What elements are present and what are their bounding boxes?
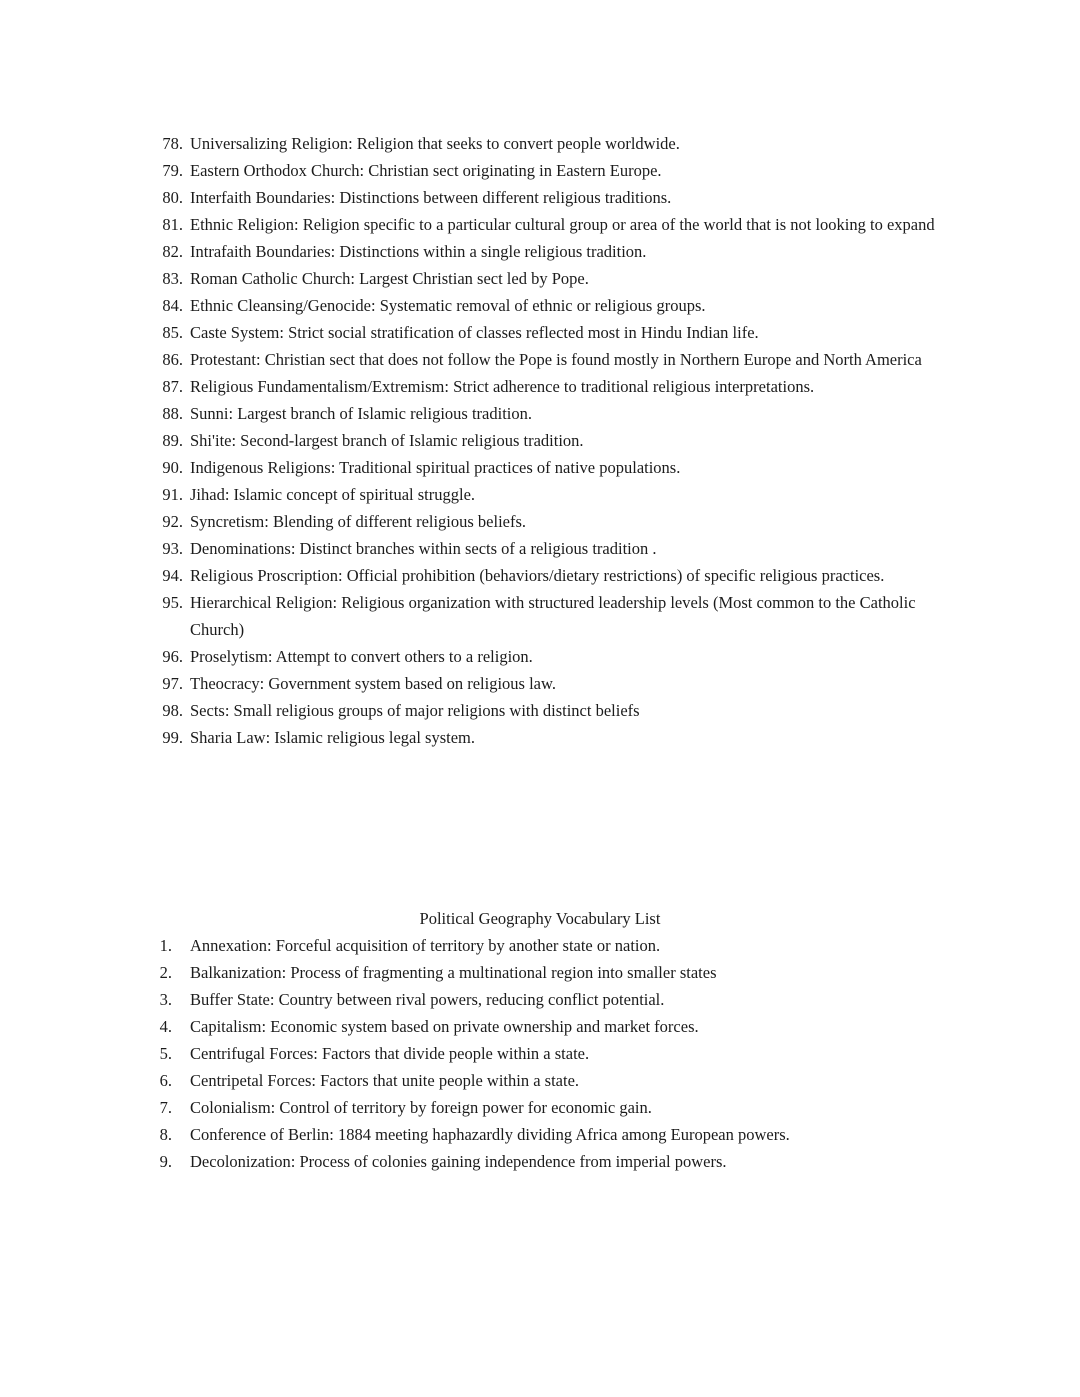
list-item	[145, 562, 1080, 589]
item-text: Capitalism: Economic system based on private ownership and market forces.	[190, 1017, 699, 1036]
item-number: 7.	[159, 1098, 172, 1117]
item-number: 91.	[162, 485, 183, 504]
list-item	[145, 589, 1080, 643]
list-item	[145, 238, 1080, 265]
list-item	[145, 670, 1080, 697]
item-number: 86.	[162, 350, 183, 369]
item-number: 81.	[162, 215, 183, 234]
item-number: 97.	[162, 674, 183, 693]
item-text: Syncretism: Blending of different religious beliefs.	[190, 512, 527, 531]
item-number: 93.	[162, 539, 183, 558]
item-text: Interfaith Boundaries: Distinctions between different religious traditions.	[190, 188, 672, 207]
list-item	[145, 986, 1080, 1013]
item-number: 79.	[162, 161, 183, 180]
political-geography-title: Political Geography Vocabulary List	[419, 909, 661, 928]
item-text: Ethnic Cleansing/Genocide: Systematic removal of ethnic or religious groups.	[190, 296, 706, 315]
list-item	[145, 481, 1080, 508]
list-item	[145, 184, 1080, 211]
item-number: 82.	[162, 242, 183, 261]
item-text: Buffer State: Country between rival powers, reducing conflict potential.	[190, 990, 665, 1009]
item-text: Intrafaith Boundaries: Distinctions within a single religious tradition.	[190, 242, 647, 261]
item-number: 78.	[162, 134, 183, 153]
item-text: Sects: Small religious groups of major religions with distinct beliefs	[190, 701, 640, 720]
list-item	[145, 211, 1080, 238]
item-number: 96.	[162, 647, 183, 666]
list-item	[145, 346, 1080, 373]
item-text: Jihad: Islamic concept of spiritual struggle.	[190, 485, 476, 504]
item-number: 90.	[162, 458, 183, 477]
list-item	[145, 265, 1080, 292]
item-number: 83.	[162, 269, 183, 288]
item-text: Conference of Berlin: 1884 meeting haphazardly dividing Africa among European powers.	[190, 1125, 790, 1144]
item-text: Centripetal Forces: Factors that unite people within a state.	[190, 1071, 580, 1090]
list-item	[145, 697, 1080, 724]
item-text: Sunni: Largest branch of Islamic religious tradition.	[190, 404, 532, 423]
list-item	[145, 508, 1080, 535]
item-text: Hierarchical Religion: Religious organization with structured leadership levels (Most common to the Catholic Church)	[190, 593, 916, 639]
list-item	[145, 643, 1080, 670]
item-text: Protestant: Christian sect that does not follow the Pope is found mostly in Northern Europe and North America	[190, 350, 922, 369]
item-text: Religious Fundamentalism/Extremism: Strict adherence to traditional religious interpretations.	[190, 377, 815, 396]
item-number: 9.	[159, 1152, 172, 1171]
list-item	[145, 1040, 1080, 1067]
list-item	[145, 130, 1080, 157]
list-item	[145, 319, 1080, 346]
list-item	[145, 400, 1080, 427]
item-number: 89.	[162, 431, 183, 450]
item-number: 4.	[159, 1017, 172, 1036]
item-text: Proselytism: Attempt to convert others to a religion.	[190, 647, 533, 666]
item-text: Ethnic Religion: Religion specific to a particular cultural group or area of the world that is not looking to expand	[190, 215, 935, 234]
list-item	[145, 292, 1080, 319]
item-number: 85.	[162, 323, 183, 342]
item-number: 5.	[159, 1044, 172, 1063]
list-item	[145, 535, 1080, 562]
item-number: 1.	[159, 936, 172, 955]
list-item	[145, 1013, 1080, 1040]
item-number: 84.	[162, 296, 183, 315]
list-item	[145, 427, 1080, 454]
item-text: Colonialism: Control of territory by foreign power for economic gain.	[190, 1098, 652, 1117]
item-text: Roman Catholic Church: Largest Christian sect led by Pope.	[190, 269, 589, 288]
item-number: 92.	[162, 512, 183, 531]
list-item	[145, 1067, 1080, 1094]
list-item	[145, 932, 1080, 959]
item-text: Decolonization: Process of colonies gaining independence from imperial powers.	[190, 1152, 727, 1171]
item-number: 87.	[162, 377, 183, 396]
item-number: 94.	[162, 566, 183, 585]
item-number: 95.	[162, 593, 183, 612]
list-item	[145, 1094, 1080, 1121]
item-number: 98.	[162, 701, 183, 720]
religion-vocab-list	[145, 130, 1080, 751]
item-text: Sharia Law: Islamic religious legal system.	[190, 728, 476, 747]
list-item	[145, 724, 1080, 751]
item-number: 88.	[162, 404, 183, 423]
item-text: Caste System: Strict social stratification of classes reflected most in Hindu Indian life.	[190, 323, 759, 342]
item-text: Theocracy: Government system based on religious law.	[190, 674, 556, 693]
item-text: Centrifugal Forces: Factors that divide people within a state.	[190, 1044, 590, 1063]
list-item	[145, 373, 1080, 400]
item-number: 3.	[159, 990, 172, 1009]
item-text: Religious Proscription: Official prohibition (behaviors/dietary restrictions) of specific religious practices.	[190, 566, 885, 585]
item-text: Denominations: Distinct branches within sects of a religious tradition .	[190, 539, 657, 558]
item-text: Annexation: Forceful acquisition of territory by another state or nation.	[190, 936, 661, 955]
list-item	[145, 1121, 1080, 1148]
item-number: 80.	[162, 188, 183, 207]
item-number: 2.	[159, 963, 172, 982]
list-item	[145, 157, 1080, 184]
list-item	[145, 1148, 1080, 1175]
political-geography-vocab-list	[145, 932, 1080, 1175]
item-text: Eastern Orthodox Church: Christian sect originating in Eastern Europe.	[190, 161, 662, 180]
item-text: Indigenous Religions: Traditional spiritual practices of native populations.	[190, 458, 681, 477]
item-text: Universalizing Religion: Religion that seeks to convert people worldwide.	[190, 134, 680, 153]
list-item	[145, 454, 1080, 481]
item-text: Balkanization: Process of fragmenting a multinational region into smaller states	[190, 963, 717, 982]
item-number: 99.	[162, 728, 183, 747]
item-number: 6.	[159, 1071, 172, 1090]
item-text: Shi'ite: Second-largest branch of Islamic religious tradition.	[190, 431, 584, 450]
list-item	[145, 959, 1080, 986]
item-number: 8.	[159, 1125, 172, 1144]
